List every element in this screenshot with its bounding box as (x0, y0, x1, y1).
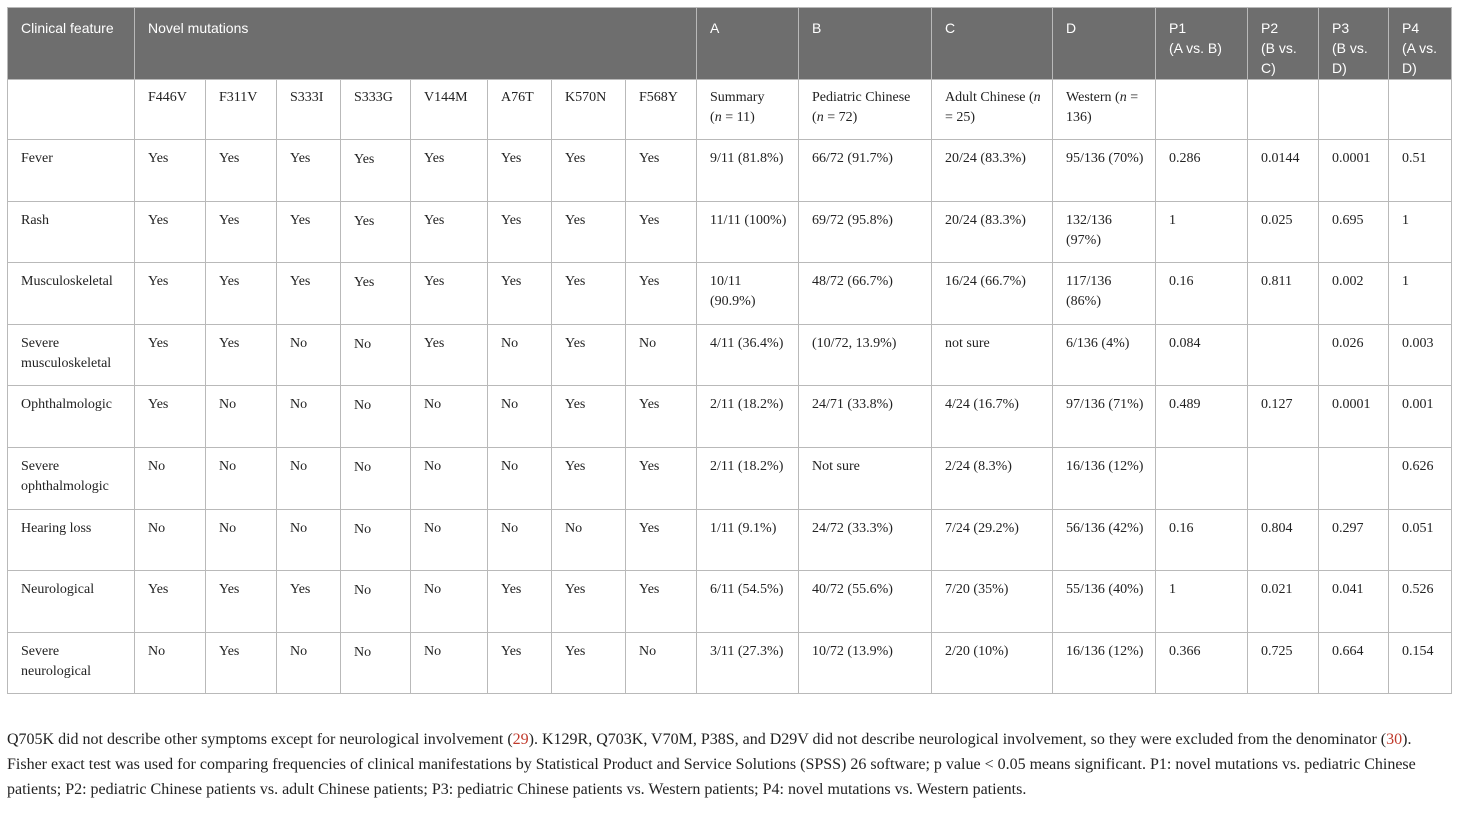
row-feature: Fever (8, 140, 135, 202)
p1-cell: 0.084 (1156, 324, 1248, 386)
table-footnote: Q705K did not describe other symptoms except for neurological involvement (29). K129R, Q703K, V70M, P38S, and D29V did not describe neurological involvement, so they were excluded from the denominator (30). Fisher exact test was used for comparing frequencies of clinical manifestations by Statistical Product and Service Solutions (SPSS) 26 software; p value < 0.05 means significant. P1: novel mutations vs. pediatric Chinese patients; P2: pediatric Chinese patients vs. adult Chinese patients; P3: pediatric Chinese patients vs. Western patients; P4: novel mutations vs. Western patients. (7, 731, 1416, 798)
group-c-cell: 2/24 (8.3%) (932, 447, 1053, 509)
table-subheader-row (8, 80, 1452, 140)
p4-cell: 0.626 (1389, 447, 1452, 509)
table-row (8, 140, 1452, 202)
table-body (8, 140, 1452, 694)
mutation-cell: No (488, 324, 552, 386)
mutation-cell: No (206, 447, 277, 509)
group-b-cell: 24/72 (33.3%) (799, 509, 932, 571)
p2-cell (1248, 324, 1319, 386)
group-a-cell: 3/11 (27.3%) (697, 632, 799, 694)
p4-cell: 0.526 (1389, 571, 1452, 633)
table-row (8, 386, 1452, 448)
p4-cell: 0.154 (1389, 632, 1452, 694)
mutation-header: A76T (488, 80, 552, 140)
col-header-a: A (697, 8, 799, 80)
p4-cell: 0.001 (1389, 386, 1452, 448)
mutation-cell: No (135, 509, 206, 571)
p3-cell: 0.002 (1319, 263, 1389, 325)
p4-cell: 1 (1389, 263, 1452, 325)
p3-cell: 0.026 (1319, 324, 1389, 386)
mutation-cell: Yes (488, 263, 552, 325)
subheader-empty (1319, 80, 1389, 140)
mutation-cell: Yes (411, 140, 488, 202)
mutation-cell: No (411, 632, 488, 694)
mutation-cell: Yes (135, 324, 206, 386)
table-header-row (8, 8, 1452, 80)
col-header-p1: P1 (A vs. B) (1156, 8, 1248, 80)
row-feature: Ophthalmologic (8, 386, 135, 448)
table-row (8, 201, 1452, 263)
group-c-cell: 20/24 (83.3%) (932, 201, 1053, 263)
mutation-cell: Yes (552, 632, 626, 694)
col-header-p3: P3 (B vs. D) (1319, 8, 1389, 80)
mutation-cell: Yes (552, 447, 626, 509)
row-feature: Hearing loss (8, 509, 135, 571)
mutation-cell: Yes (277, 201, 341, 263)
group-a-cell: 4/11 (36.4%) (697, 324, 799, 386)
col-header-clinical-feature: Clinical feature (8, 8, 135, 80)
table-row (8, 263, 1452, 325)
p2-cell: 0.725 (1248, 632, 1319, 694)
group-c-cell: 7/24 (29.2%) (932, 509, 1053, 571)
mutation-cell: No (411, 571, 488, 633)
mutation-cell: Yes (552, 140, 626, 202)
table-row (8, 509, 1452, 571)
row-feature: Rash (8, 201, 135, 263)
mutation-header: F568Y (626, 80, 697, 140)
group-d-cell: 16/136 (12%) (1053, 447, 1156, 509)
p4-cell: 0.051 (1389, 509, 1452, 571)
table-row (8, 571, 1452, 633)
p1-cell: 0.489 (1156, 386, 1248, 448)
reference-link-29[interactable]: 29 (512, 731, 529, 748)
group-d-cell: 95/136 (70%) (1053, 140, 1156, 202)
group-d-cell: 6/136 (4%) (1053, 324, 1156, 386)
mutation-cell: Yes (135, 263, 206, 325)
col-header-novel-mutations: Novel mutations (135, 8, 697, 80)
mutation-cell: Yes (277, 140, 341, 202)
group-c-cell: 16/24 (66.7%) (932, 263, 1053, 325)
mutation-cell: No (341, 447, 411, 509)
group-d-cell: 117/136 (86%) (1053, 263, 1156, 325)
group-c-cell: 4/24 (16.7%) (932, 386, 1053, 448)
mutation-cell: Yes (552, 201, 626, 263)
group-b-cell: 24/71 (33.8%) (799, 386, 932, 448)
mutation-cell: Yes (341, 140, 411, 202)
mutation-cell: Yes (411, 324, 488, 386)
p2-cell: 0.127 (1248, 386, 1319, 448)
group-b-cell: 10/72 (13.9%) (799, 632, 932, 694)
group-d-cell: 56/136 (42%) (1053, 509, 1156, 571)
p2-cell: 0.0144 (1248, 140, 1319, 202)
p3-cell: 0.297 (1319, 509, 1389, 571)
mutation-header: K570N (552, 80, 626, 140)
mutation-cell: Yes (135, 571, 206, 633)
group-a-cell: 2/11 (18.2%) (697, 447, 799, 509)
mutation-header: S333I (277, 80, 341, 140)
mutation-cell: No (277, 386, 341, 448)
group-b-cell: 40/72 (55.6%) (799, 571, 932, 633)
group-d-cell: 55/136 (40%) (1053, 571, 1156, 633)
p3-cell: 0.041 (1319, 571, 1389, 633)
mutation-cell: Yes (552, 324, 626, 386)
group-b-cell: 66/72 (91.7%) (799, 140, 932, 202)
mutation-cell: Yes (488, 140, 552, 202)
mutation-cell: No (206, 386, 277, 448)
mutation-cell: Yes (206, 140, 277, 202)
mutation-cell: Yes (411, 201, 488, 263)
group-a-cell: 2/11 (18.2%) (697, 386, 799, 448)
p3-cell: 0.664 (1319, 632, 1389, 694)
group-d-label: Western (n = 136) (1053, 80, 1156, 140)
group-c-cell: 20/24 (83.3%) (932, 140, 1053, 202)
mutation-cell: Yes (206, 571, 277, 633)
p1-cell: 1 (1156, 571, 1248, 633)
group-c-cell: 7/20 (35%) (932, 571, 1053, 633)
subheader-empty (8, 80, 135, 140)
group-b-cell: (10/72, 13.9%) (799, 324, 932, 386)
mutation-cell: No (277, 447, 341, 509)
col-header-b: B (799, 8, 932, 80)
mutation-cell: Yes (277, 571, 341, 633)
p4-cell: 0.003 (1389, 324, 1452, 386)
mutation-cell: Yes (206, 201, 277, 263)
row-feature: Severe neurological (8, 632, 135, 694)
mutation-cell: No (135, 632, 206, 694)
mutation-cell: No (626, 324, 697, 386)
mutation-cell: No (135, 447, 206, 509)
p3-cell: 0.695 (1319, 201, 1389, 263)
group-d-cell: 16/136 (12%) (1053, 632, 1156, 694)
reference-link-30[interactable]: 30 (1386, 731, 1403, 748)
group-a-cell: 10/11 (90.9%) (697, 263, 799, 325)
mutation-cell: No (206, 509, 277, 571)
p3-cell: 0.0001 (1319, 386, 1389, 448)
mutation-cell: No (341, 386, 411, 448)
mutation-cell: Yes (552, 386, 626, 448)
group-a-cell: 1/11 (9.1%) (697, 509, 799, 571)
mutation-cell: Yes (552, 571, 626, 633)
mutation-header: S333G (341, 80, 411, 140)
p2-cell: 0.804 (1248, 509, 1319, 571)
p4-cell: 0.51 (1389, 140, 1452, 202)
group-c-cell: 2/20 (10%) (932, 632, 1053, 694)
col-header-p4: P4 (A vs. D) (1389, 8, 1452, 80)
group-a-label: Summary (n = 11) (697, 80, 799, 140)
group-c-label: Adult Chinese (n = 25) (932, 80, 1053, 140)
group-b-cell: 48/72 (66.7%) (799, 263, 932, 325)
p1-cell: 0.16 (1156, 263, 1248, 325)
group-d-cell: 97/136 (71%) (1053, 386, 1156, 448)
group-a-cell: 9/11 (81.8%) (697, 140, 799, 202)
clinical-features-table (7, 7, 1452, 694)
mutation-cell: No (277, 632, 341, 694)
mutation-cell: Yes (341, 263, 411, 325)
p1-cell (1156, 447, 1248, 509)
mutation-cell: Yes (135, 201, 206, 263)
table-row (8, 447, 1452, 509)
p2-cell: 0.025 (1248, 201, 1319, 263)
group-d-cell: 132/136 (97%) (1053, 201, 1156, 263)
mutation-cell: Yes (135, 386, 206, 448)
mutation-cell: No (411, 509, 488, 571)
p1-cell: 0.366 (1156, 632, 1248, 694)
mutation-cell: Yes (488, 571, 552, 633)
mutation-cell: No (411, 447, 488, 509)
p2-cell: 0.811 (1248, 263, 1319, 325)
mutation-cell: No (552, 509, 626, 571)
table-row (8, 324, 1452, 386)
p3-cell (1319, 447, 1389, 509)
group-b-cell: 69/72 (95.8%) (799, 201, 932, 263)
mutation-cell: Yes (206, 324, 277, 386)
mutation-cell: No (341, 509, 411, 571)
mutation-cell: No (488, 447, 552, 509)
mutation-cell: Yes (488, 632, 552, 694)
mutation-cell: Yes (411, 263, 488, 325)
col-header-p2: P2 (B vs. C) (1248, 8, 1319, 80)
p1-cell: 0.16 (1156, 509, 1248, 571)
mutation-cell: Yes (206, 632, 277, 694)
mutation-cell: Yes (341, 201, 411, 263)
mutation-cell: Yes (626, 201, 697, 263)
row-feature: Neurological (8, 571, 135, 633)
mutation-cell: Yes (206, 263, 277, 325)
row-feature: Severe ophthalmologic (8, 447, 135, 509)
mutation-cell: Yes (626, 447, 697, 509)
p1-cell: 0.286 (1156, 140, 1248, 202)
group-b-cell: Not sure (799, 447, 932, 509)
mutation-cell: No (341, 571, 411, 633)
mutation-header: V144M (411, 80, 488, 140)
group-a-cell: 6/11 (54.5%) (697, 571, 799, 633)
row-feature: Severe musculoskeletal (8, 324, 135, 386)
mutation-header: F311V (206, 80, 277, 140)
mutation-cell: Yes (626, 263, 697, 325)
p3-cell: 0.0001 (1319, 140, 1389, 202)
mutation-cell: Yes (135, 140, 206, 202)
mutation-cell: Yes (626, 140, 697, 202)
table-row (8, 632, 1452, 694)
mutation-cell: No (277, 324, 341, 386)
mutation-cell: No (411, 386, 488, 448)
mutation-cell: No (341, 632, 411, 694)
p4-cell: 1 (1389, 201, 1452, 263)
subheader-empty (1156, 80, 1248, 140)
p2-cell (1248, 447, 1319, 509)
mutation-cell: Yes (626, 571, 697, 633)
mutation-cell: No (626, 632, 697, 694)
subheader-empty (1248, 80, 1319, 140)
mutation-cell: No (277, 509, 341, 571)
group-c-cell: not sure (932, 324, 1053, 386)
mutation-cell: No (488, 386, 552, 448)
p1-cell: 1 (1156, 201, 1248, 263)
group-a-cell: 11/11 (100%) (697, 201, 799, 263)
mutation-cell: No (488, 509, 552, 571)
col-header-c: C (932, 8, 1053, 80)
col-header-d: D (1053, 8, 1156, 80)
row-feature: Musculoskeletal (8, 263, 135, 325)
p2-cell: 0.021 (1248, 571, 1319, 633)
mutation-cell: Yes (626, 386, 697, 448)
mutation-cell: Yes (488, 201, 552, 263)
mutation-cell: Yes (626, 509, 697, 571)
mutation-cell: Yes (552, 263, 626, 325)
subheader-empty (1389, 80, 1452, 140)
mutation-cell: No (341, 324, 411, 386)
group-b-label: Pediatric Chinese (n = 72) (799, 80, 932, 140)
mutation-header: F446V (135, 80, 206, 140)
mutation-cell: Yes (277, 263, 341, 325)
